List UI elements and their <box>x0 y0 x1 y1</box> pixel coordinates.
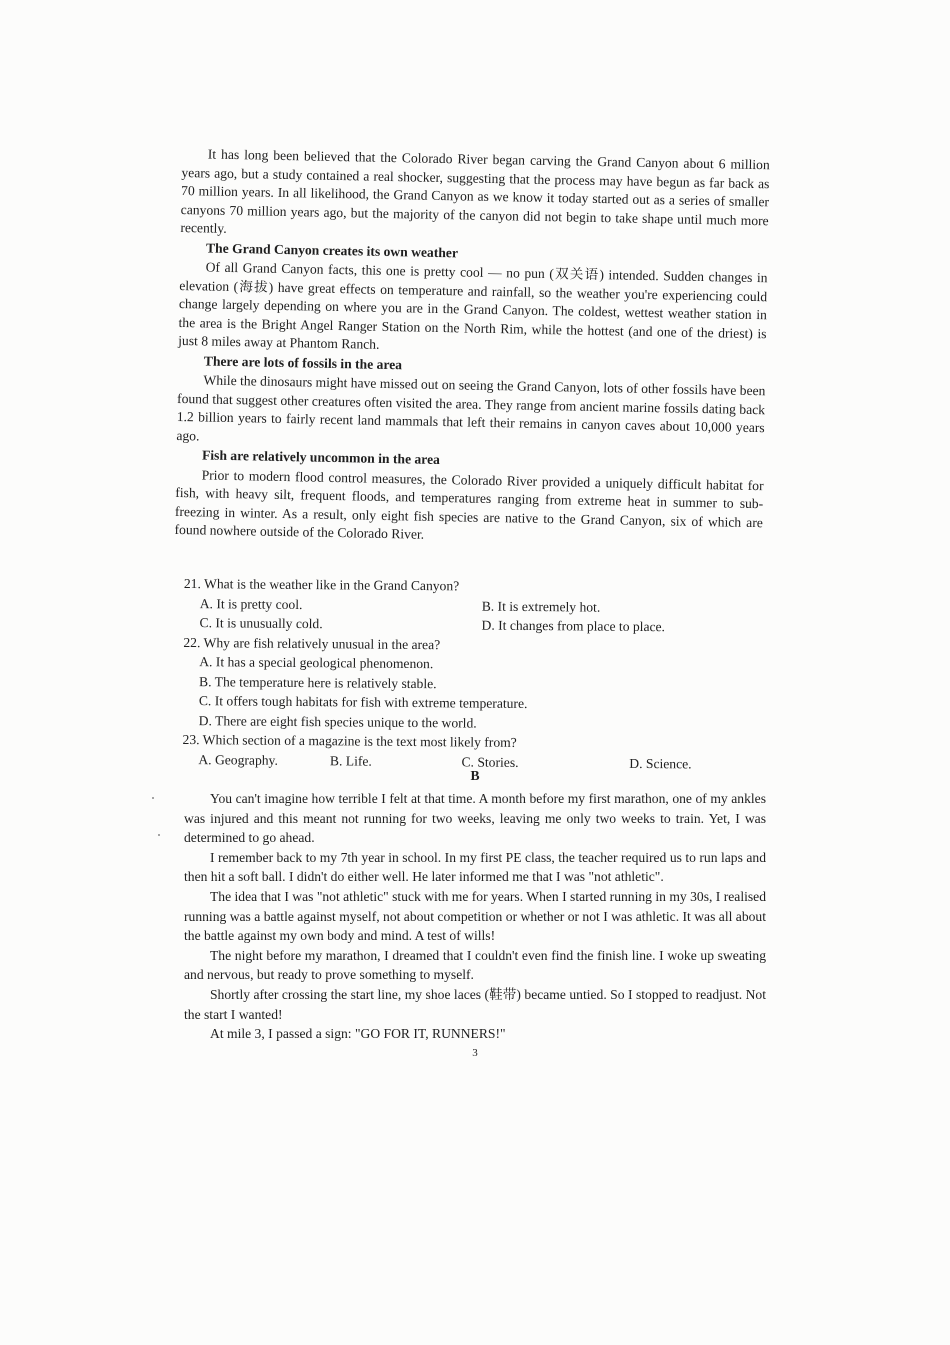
passage-b <box>184 789 766 1044</box>
question-23-stem: 23. Which section of a magazine is the text most likely from? <box>182 731 517 750</box>
passage-b-paragraph-4: The night before my marathon, I dreamed that I couldn't even find the finish line. I woke up sweating and nervous, but ready to prove something to myself. <box>184 947 766 983</box>
passage-b-paragraph-6: At mile 3, I passed a sign: "GO FOR IT, RUNNERS!" <box>210 1026 506 1042</box>
page-number: 3 <box>472 1047 478 1059</box>
passage-a-paragraph-1: It has long been believed that the Colorado River began carving the Grand Canyon about 6 million years ago, but a study contained a real shocker, suggesting that the process may have begun as far back as 70 million years. In all likelihood, the Grand Canyon as we know it today started out as a series of smaller canyons 70 million years ago, but the majority of the canyon did not begin to take shape until much more recently. <box>180 146 770 236</box>
option-21-d: D. It changes from place to place. <box>481 617 666 635</box>
option-21-a: A. It is pretty cool. <box>199 595 303 612</box>
passage-b-paragraph-1: You can't imagine how terrible I felt at that time. A month before my first marathon, one of my ankles was injured and this meant not running for two weeks, leaving me only two weeks to train. Yet, I was determined to go ahead. <box>184 791 766 846</box>
question-22-stem: 22. Why are fish relatively unusual in the area? <box>183 634 441 652</box>
option-23-b: B. Life. <box>329 752 372 769</box>
passage-a-paragraph-4: Prior to modern flood control measures, the Colorado River provided a uniquely difficult habitat for fish, with heavy silt, frequent floods, and temperatures ranging from extreme heat in summer to sub-freezing in winter. As a result, only eight fish species are native to the Grand Canyon, six of which are found nowhere outside of the Colorado River. <box>174 466 764 542</box>
passage-a-paragraph-2: Of all Grand Canyon facts, this one is pretty cool — no pun (双关语) intended. Sudden changes in elevation (海拔) have great effects on temperature and rainfall, so the weather you're experiencing could change largely depending on where you are in the Grand Canyon. The coldest, wettest weather station in the area is the Bright Angel Ranger Station on the North Rim, while the hottest (and one of the driest) is just 8 miles away at Phantom Ranch. <box>178 259 768 352</box>
option-22-c: C. It offers tough habitats for fish with extreme temperature. <box>198 693 528 712</box>
question-21-stem: 21. What is the weather like in the Grand Canyon? <box>183 575 460 594</box>
option-23-d: D. Science. <box>629 755 692 771</box>
question-set <box>182 574 774 774</box>
option-22-b: B. The temperature here is relatively stable. <box>199 673 437 691</box>
passage-b-paragraph-5: Shortly after crossing the start line, my shoe laces (鞋带) became untied. So I stopped to readjust. Not the start I wanted! <box>184 986 766 1022</box>
option-23-c: C. Stories. <box>461 753 519 770</box>
option-21-b: B. It is extremely hot. <box>481 598 601 615</box>
option-22-a: A. It has a special geological phenomenon. <box>199 654 434 672</box>
passage-b-paragraph-3: The idea that I was "not athletic" stuck with me for years. When I started running in my 30s, I realised running was a battle against myself, not about competition or whether or not I was athletic. It was all about the battle against my own body and mind. A test of wills! <box>184 888 766 944</box>
heading-fossils: There are lots of fossils in the area <box>203 352 403 372</box>
option-23-a: A. Geography. <box>198 751 278 768</box>
scan-speck <box>158 834 160 836</box>
passage-a-paragraph-3: While the dinosaurs might have missed out on seeing the Grand Canyon, lots of other fossils have been found that suggest other creatures often visited the area. They range from ancient marine fossils dating back 1.2 billion years to fairly recent land mammals that left their remains in canyon caves about 10,000 years ago. <box>176 372 766 443</box>
option-22-d: D. There are eight fish species unique to the world. <box>198 712 477 731</box>
heading-weather: The Grand Canyon creates its own weather <box>205 239 459 260</box>
passage-a <box>174 145 769 552</box>
section-b-label: B <box>470 768 480 783</box>
passage-b-paragraph-2: I remember back to my 7th year in school. In my first PE class, the teacher required us to run laps and then hit a soft ball. I didn't do either well. He later informed me that I was "not athletic". <box>184 849 766 885</box>
scan-speck <box>152 797 154 799</box>
heading-fish: Fish are relatively uncommon in the area <box>201 447 441 468</box>
option-21-c: C. It is unusually cold. <box>199 615 323 632</box>
